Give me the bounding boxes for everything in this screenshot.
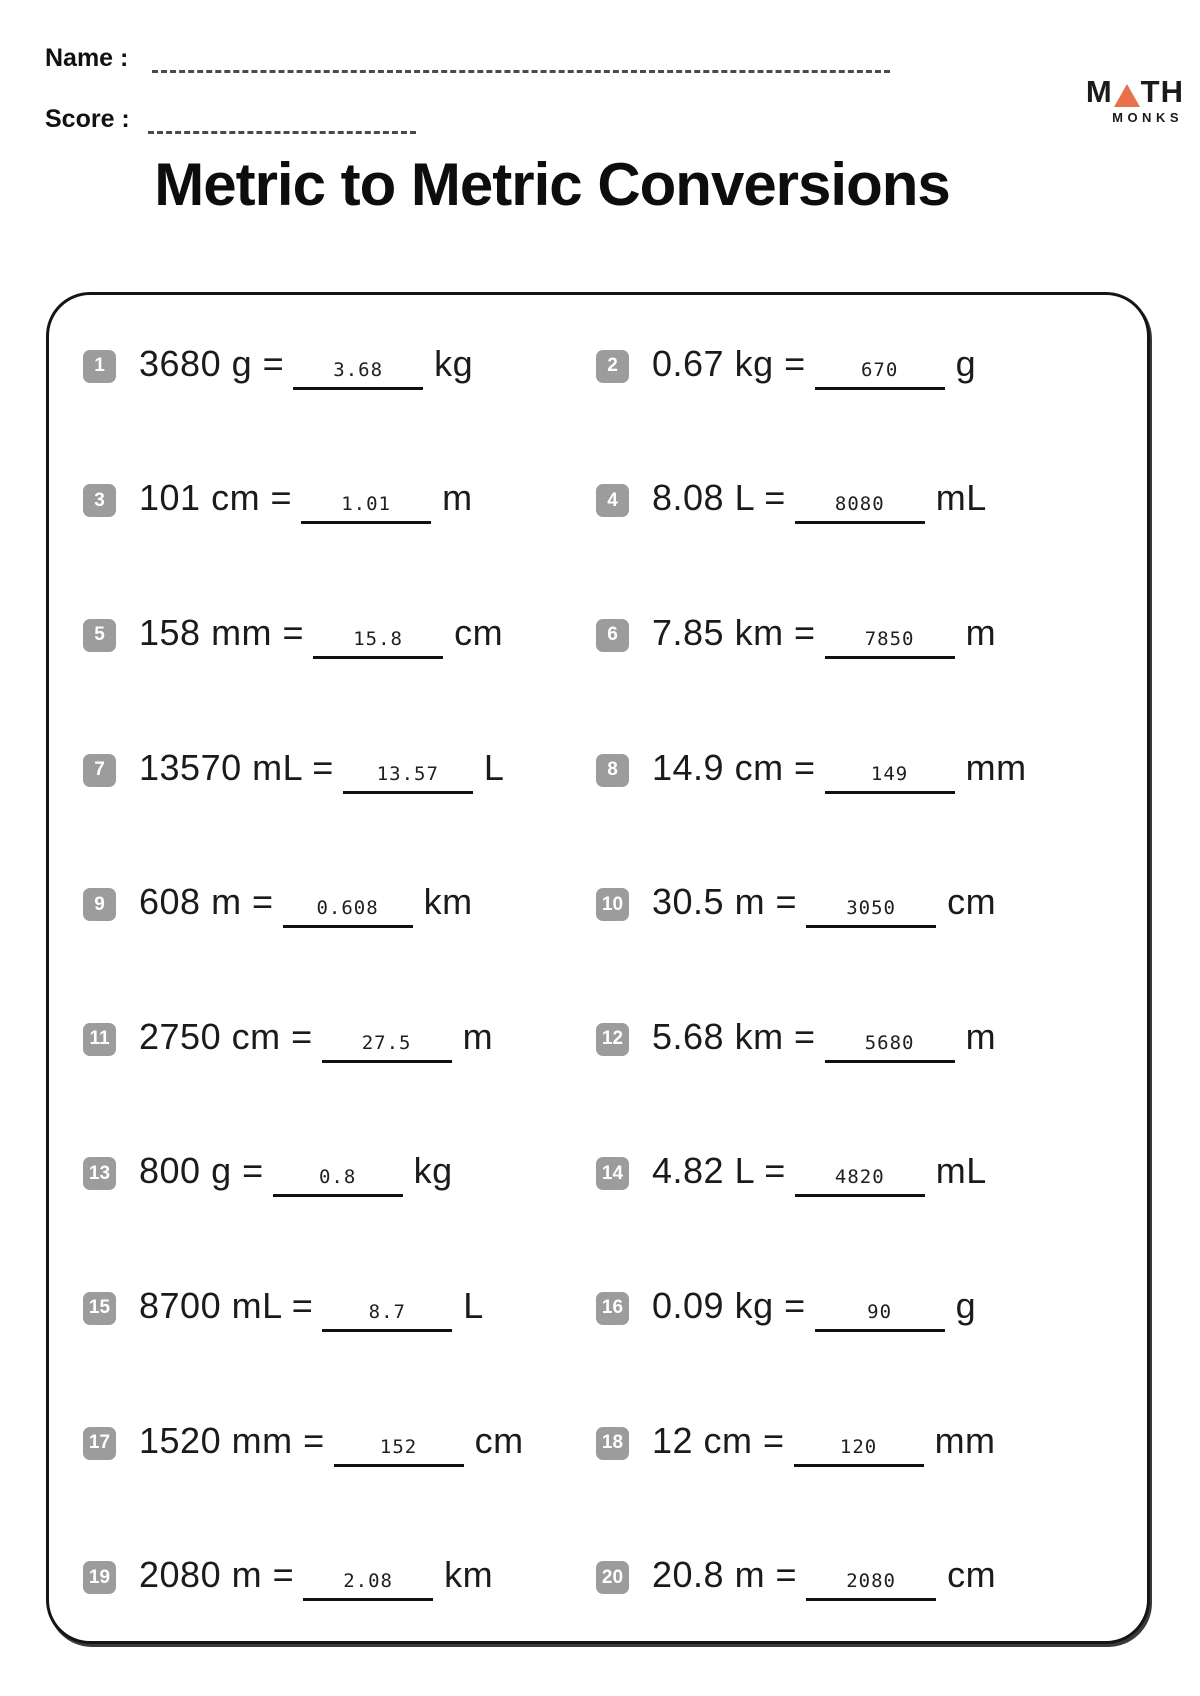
problem-7-question: 13570 mL =	[139, 746, 334, 788]
problem-13-question: 800 g =	[139, 1150, 264, 1192]
problem-9-unit: km	[423, 881, 473, 923]
problem-14-unit: mL	[935, 1150, 987, 1192]
name-input-line[interactable]	[152, 47, 890, 73]
problem-16-question: 0.09 kg =	[652, 1284, 806, 1326]
problem-7-answer-blank[interactable]	[343, 762, 473, 794]
problem-19-answer: 2.08	[343, 1570, 393, 1593]
problem-9-answer-blank[interactable]	[283, 899, 413, 928]
problem-18-unit: mm	[934, 1419, 996, 1461]
problem-2	[596, 343, 1147, 390]
problem-9-question: 608 m =	[139, 881, 274, 923]
problem-4-answer: 8080	[834, 493, 885, 516]
problem-7	[83, 747, 596, 794]
logo-letter-m: M	[1085, 74, 1113, 109]
problem-6-answer: 7850	[864, 627, 915, 650]
problem-19-question: 2080 m =	[139, 1554, 295, 1596]
problem-3-answer: 1.01	[341, 493, 391, 516]
problem-4-answer-blank[interactable]	[795, 495, 925, 524]
problem-1-unit: kg	[434, 342, 474, 384]
math-monks-logo	[1086, 76, 1184, 125]
problem-12-unit: m	[965, 1015, 997, 1057]
problem-20-answer: 2080	[846, 1570, 896, 1593]
problem-11-question: 2750 cm =	[139, 1015, 313, 1057]
problem-2-answer: 670	[860, 358, 899, 381]
problem-4-unit: mL	[935, 477, 987, 519]
problem-17-number-badge: 17	[83, 1427, 116, 1460]
problem-19-unit: km	[444, 1554, 494, 1596]
problem-6-question: 7.85 km =	[652, 611, 816, 653]
problem-16-unit: g	[955, 1284, 977, 1326]
problem-12-answer-blank[interactable]	[825, 1031, 955, 1063]
problem-18	[596, 1420, 1147, 1467]
problem-3-question: 101 cm =	[139, 477, 293, 519]
problem-16-number-badge: 16	[596, 1292, 629, 1325]
problem-12-question: 5.68 km =	[652, 1015, 816, 1057]
problem-12-answer: 5680	[864, 1031, 915, 1054]
logo-subtitle: MONKS	[1112, 110, 1183, 125]
problem-11-unit: m	[462, 1015, 494, 1057]
problem-17	[83, 1420, 596, 1467]
problem-2-question: 0.67 kg =	[652, 342, 806, 384]
problem-9-answer: 0.608	[316, 897, 379, 920]
problem-7-answer: 13.57	[376, 762, 439, 785]
problem-14-question: 4.82 L =	[652, 1150, 786, 1192]
problem-13-answer: 0.8	[318, 1166, 357, 1189]
problem-5	[83, 612, 596, 659]
name-label: Name :	[45, 44, 129, 72]
problem-18-question: 12 cm =	[652, 1419, 785, 1461]
score-input-line[interactable]	[148, 108, 416, 134]
problem-8-answer: 149	[870, 762, 909, 785]
problem-17-question: 1520 mm =	[139, 1419, 325, 1461]
problem-11	[83, 1016, 596, 1063]
problem-14-answer: 4820	[834, 1166, 885, 1189]
problem-8-unit: mm	[965, 746, 1027, 788]
problem-11-answer-blank[interactable]	[322, 1031, 452, 1063]
worksheet-box	[46, 292, 1150, 1644]
problem-1-answer: 3.68	[333, 358, 384, 381]
problem-3-number-badge: 3	[83, 484, 116, 517]
problem-5-number-badge: 5	[83, 619, 116, 652]
problem-10-answer: 3050	[846, 897, 896, 920]
problem-5-answer-blank[interactable]	[313, 627, 443, 659]
problem-7-unit: L	[483, 746, 505, 788]
problem-20-unit: cm	[947, 1554, 997, 1596]
problem-20-answer-blank[interactable]	[806, 1572, 936, 1601]
problem-17-answer-blank[interactable]	[334, 1435, 464, 1467]
score-label: Score :	[45, 105, 130, 133]
problem-14-number-badge: 14	[596, 1157, 629, 1190]
problems-grid	[49, 299, 1147, 1641]
problem-16-answer-blank[interactable]	[815, 1300, 945, 1332]
problem-8-answer-blank[interactable]	[825, 762, 955, 794]
problem-5-answer: 15.8	[353, 627, 403, 650]
problem-1-number-badge: 1	[83, 350, 116, 383]
problem-14	[596, 1150, 1147, 1197]
problem-6	[596, 612, 1147, 659]
problem-16-answer: 90	[867, 1300, 893, 1323]
problem-8	[596, 747, 1147, 794]
logo-triangle-icon	[1114, 84, 1140, 107]
problem-15-question: 8700 mL =	[139, 1284, 314, 1326]
problem-15	[83, 1285, 596, 1332]
problem-6-number-badge: 6	[596, 619, 629, 652]
problem-9	[83, 881, 596, 928]
problem-20-number-badge: 20	[596, 1561, 629, 1594]
problem-12	[596, 1016, 1147, 1063]
problem-1	[83, 343, 596, 390]
problem-15-number-badge: 15	[83, 1292, 116, 1325]
problem-18-number-badge: 18	[596, 1427, 629, 1460]
problem-4-number-badge: 4	[596, 484, 629, 517]
problem-4	[596, 477, 1147, 524]
problem-1-answer-blank[interactable]	[293, 358, 423, 390]
problem-13	[83, 1150, 596, 1197]
problem-17-unit: cm	[474, 1419, 524, 1461]
problem-15-answer-blank[interactable]	[322, 1300, 452, 1332]
problem-6-answer-blank[interactable]	[825, 627, 955, 659]
problem-5-unit: cm	[454, 611, 504, 653]
problem-3	[83, 477, 596, 524]
problem-14-answer-blank[interactable]	[795, 1168, 925, 1197]
problem-16	[596, 1285, 1147, 1332]
problem-10-question: 30.5 m =	[652, 881, 798, 923]
problem-20	[596, 1554, 1147, 1601]
problem-8-number-badge: 8	[596, 754, 629, 787]
problem-10-unit: cm	[947, 881, 997, 923]
problem-19	[83, 1554, 596, 1601]
problem-4-question: 8.08 L =	[652, 477, 786, 519]
problem-18-answer: 120	[839, 1435, 878, 1458]
problem-11-answer: 27.5	[361, 1031, 412, 1054]
problem-17-answer: 152	[379, 1435, 418, 1458]
problem-15-unit: L	[463, 1284, 484, 1326]
problem-8-question: 14.9 cm =	[652, 746, 816, 788]
logo-wordmark	[1086, 76, 1184, 107]
problem-3-unit: m	[442, 477, 473, 519]
problem-1-question: 3680 g =	[139, 342, 285, 384]
problem-13-unit: kg	[413, 1150, 453, 1192]
problem-10	[596, 881, 1147, 928]
problem-10-answer-blank[interactable]	[806, 899, 936, 928]
logo-letters-th: TH	[1140, 74, 1184, 109]
page-title: Metric to Metric Conversions	[154, 151, 950, 218]
problem-3-answer-blank[interactable]	[301, 495, 431, 524]
problem-5-question: 158 mm =	[139, 611, 305, 653]
problem-9-number-badge: 9	[83, 888, 116, 921]
problem-6-unit: m	[965, 611, 997, 653]
problem-13-number-badge: 13	[83, 1157, 116, 1190]
problem-13-answer-blank[interactable]	[273, 1168, 403, 1197]
problem-18-answer-blank[interactable]	[794, 1435, 924, 1467]
problem-20-question: 20.8 m =	[652, 1554, 798, 1596]
problem-12-number-badge: 12	[596, 1023, 629, 1056]
problem-2-number-badge: 2	[596, 350, 629, 383]
problem-2-unit: g	[955, 342, 977, 384]
problem-19-number-badge: 19	[83, 1561, 116, 1594]
problem-19-answer-blank[interactable]	[303, 1572, 433, 1601]
problem-7-number-badge: 7	[83, 754, 116, 787]
problem-2-answer-blank[interactable]	[815, 358, 945, 390]
problem-15-answer: 8.7	[368, 1300, 406, 1323]
problem-11-number-badge: 11	[83, 1023, 116, 1056]
problem-10-number-badge: 10	[596, 888, 629, 921]
